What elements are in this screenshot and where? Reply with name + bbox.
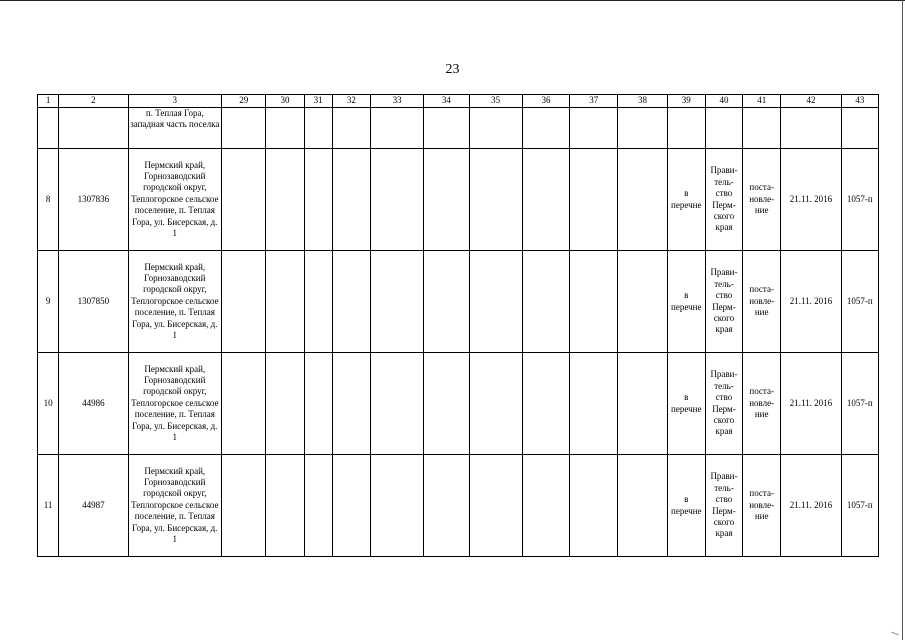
empty-cell [304,149,332,251]
empty-cell [469,251,522,353]
table-row [38,353,879,455]
empty-cell [424,353,469,455]
empty-cell [266,455,304,557]
empty-cell [332,251,370,353]
page-right-edge [902,0,903,640]
empty-cell [222,353,266,455]
authority-cell: Прави-тель-ство Перм-ского края [705,149,742,251]
document-date-cell: 21.11. 2016 [781,353,841,455]
column-number-3: 3 [128,95,222,108]
cadastral-code-cell: 44987 [59,455,128,557]
column-number-42: 42 [781,95,841,108]
empty-cell [370,455,423,557]
empty-cell [781,108,841,149]
address-cell: Пермский край, Горнозаводский городской округ, Теплогорское сельское поселение, п. Теплая Гора, ул. Бисерская, д. 1 [128,149,222,251]
column-number-31: 31 [304,95,332,108]
empty-cell [570,251,618,353]
authority-cell: Прави-тель-ство Перм-ского края [705,353,742,455]
page-corner-mark [891,632,899,636]
document-number-cell: 1057-п [841,149,878,251]
empty-cell [332,455,370,557]
document-type-cell: поста-новле-ние [743,455,781,557]
empty-cell [332,149,370,251]
column-number-33: 33 [370,95,423,108]
cadastral-code-cell: 1307850 [59,251,128,353]
status-cell: в перечне [667,353,705,455]
empty-cell [841,108,878,149]
page-number: 23 [445,62,460,77]
address-cell: Пермский край, Горнозаводский городской округ, Теплогорское сельское поселение, п. Теплая Гора, ул. Бисерская, д. 1 [128,455,222,557]
document-date-cell: 21.11. 2016 [781,455,841,557]
column-number-35: 35 [469,95,522,108]
empty-cell [705,108,742,149]
table-row [38,149,879,251]
cadastral-code-cell: 1307836 [59,149,128,251]
empty-cell [469,455,522,557]
document-number-cell: 1057-п [841,251,878,353]
document-date-cell: 21.11. 2016 [781,251,841,353]
column-number-43: 43 [841,95,878,108]
empty-cell [304,251,332,353]
document-number-cell: 1057-п [841,353,878,455]
empty-cell [469,108,522,149]
empty-cell [522,108,569,149]
empty-cell [38,108,59,149]
status-cell: в перечне [667,149,705,251]
empty-cell [618,455,667,557]
empty-cell [59,108,128,149]
empty-cell [370,251,423,353]
column-number-36: 36 [522,95,569,108]
empty-cell [522,149,569,251]
continuation-row [38,108,879,149]
empty-cell [618,149,667,251]
column-number-39: 39 [667,95,705,108]
row-number-cell: 8 [38,149,59,251]
empty-cell [469,149,522,251]
empty-cell [618,353,667,455]
authority-cell: Прави-тель-ство Перм-ского края [705,455,742,557]
status-cell: в перечне [667,251,705,353]
table-row [38,455,879,557]
address-cell: Пермский край, Горнозаводский городской округ, Теплогорское сельское поселение, п. Теплая Гора, ул. Бисерская, д. 1 [128,251,222,353]
empty-cell [522,353,569,455]
column-number-37: 37 [570,95,618,108]
document-number-cell: 1057-п [841,455,878,557]
row-number-cell: 10 [38,353,59,455]
empty-cell [424,149,469,251]
empty-cell [266,108,304,149]
empty-cell [332,353,370,455]
empty-cell [570,353,618,455]
row-number-cell: 11 [38,455,59,557]
document-type-cell: поста-новле-ние [743,149,781,251]
empty-cell [743,108,781,149]
cadastral-code-cell: 44986 [59,353,128,455]
empty-cell [522,251,569,353]
empty-cell [222,251,266,353]
status-cell: в перечне [667,455,705,557]
column-number-30: 30 [266,95,304,108]
empty-cell [332,108,370,149]
column-number-40: 40 [705,95,742,108]
empty-cell [370,353,423,455]
empty-cell [304,108,332,149]
empty-cell [370,108,423,149]
empty-cell [222,108,266,149]
empty-cell [618,251,667,353]
empty-cell [266,149,304,251]
registry-table [37,94,879,557]
column-number-29: 29 [222,95,266,108]
table-row [38,251,879,353]
empty-cell [424,455,469,557]
column-number-38: 38 [618,95,667,108]
empty-cell [266,353,304,455]
column-number-1: 1 [38,95,59,108]
empty-cell [522,455,569,557]
empty-cell [266,251,304,353]
empty-cell [570,108,618,149]
document-type-cell: поста-новле-ние [743,353,781,455]
address-cell: Пермский край, Горнозаводский городской округ, Теплогорское сельское поселение, п. Теплая Гора, ул. Бисерская, д. 1 [128,353,222,455]
empty-cell [469,353,522,455]
column-number-2: 2 [59,95,128,108]
empty-cell [304,353,332,455]
continuation-address-cell: п. Теплая Гора, западная часть поселка [128,108,222,149]
empty-cell [618,108,667,149]
empty-cell [424,251,469,353]
empty-cell [222,455,266,557]
empty-cell [424,108,469,149]
authority-cell: Прави-тель-ство Перм-ского края [705,251,742,353]
column-number-row [38,95,879,108]
empty-cell [667,108,705,149]
empty-cell [570,149,618,251]
document-date-cell: 21.11. 2016 [781,149,841,251]
page-top-edge [0,0,905,1]
column-number-34: 34 [424,95,469,108]
document-type-cell: поста-новле-ние [743,251,781,353]
column-number-41: 41 [743,95,781,108]
row-number-cell: 9 [38,251,59,353]
empty-cell [570,455,618,557]
column-number-32: 32 [332,95,370,108]
empty-cell [370,149,423,251]
empty-cell [222,149,266,251]
empty-cell [304,455,332,557]
